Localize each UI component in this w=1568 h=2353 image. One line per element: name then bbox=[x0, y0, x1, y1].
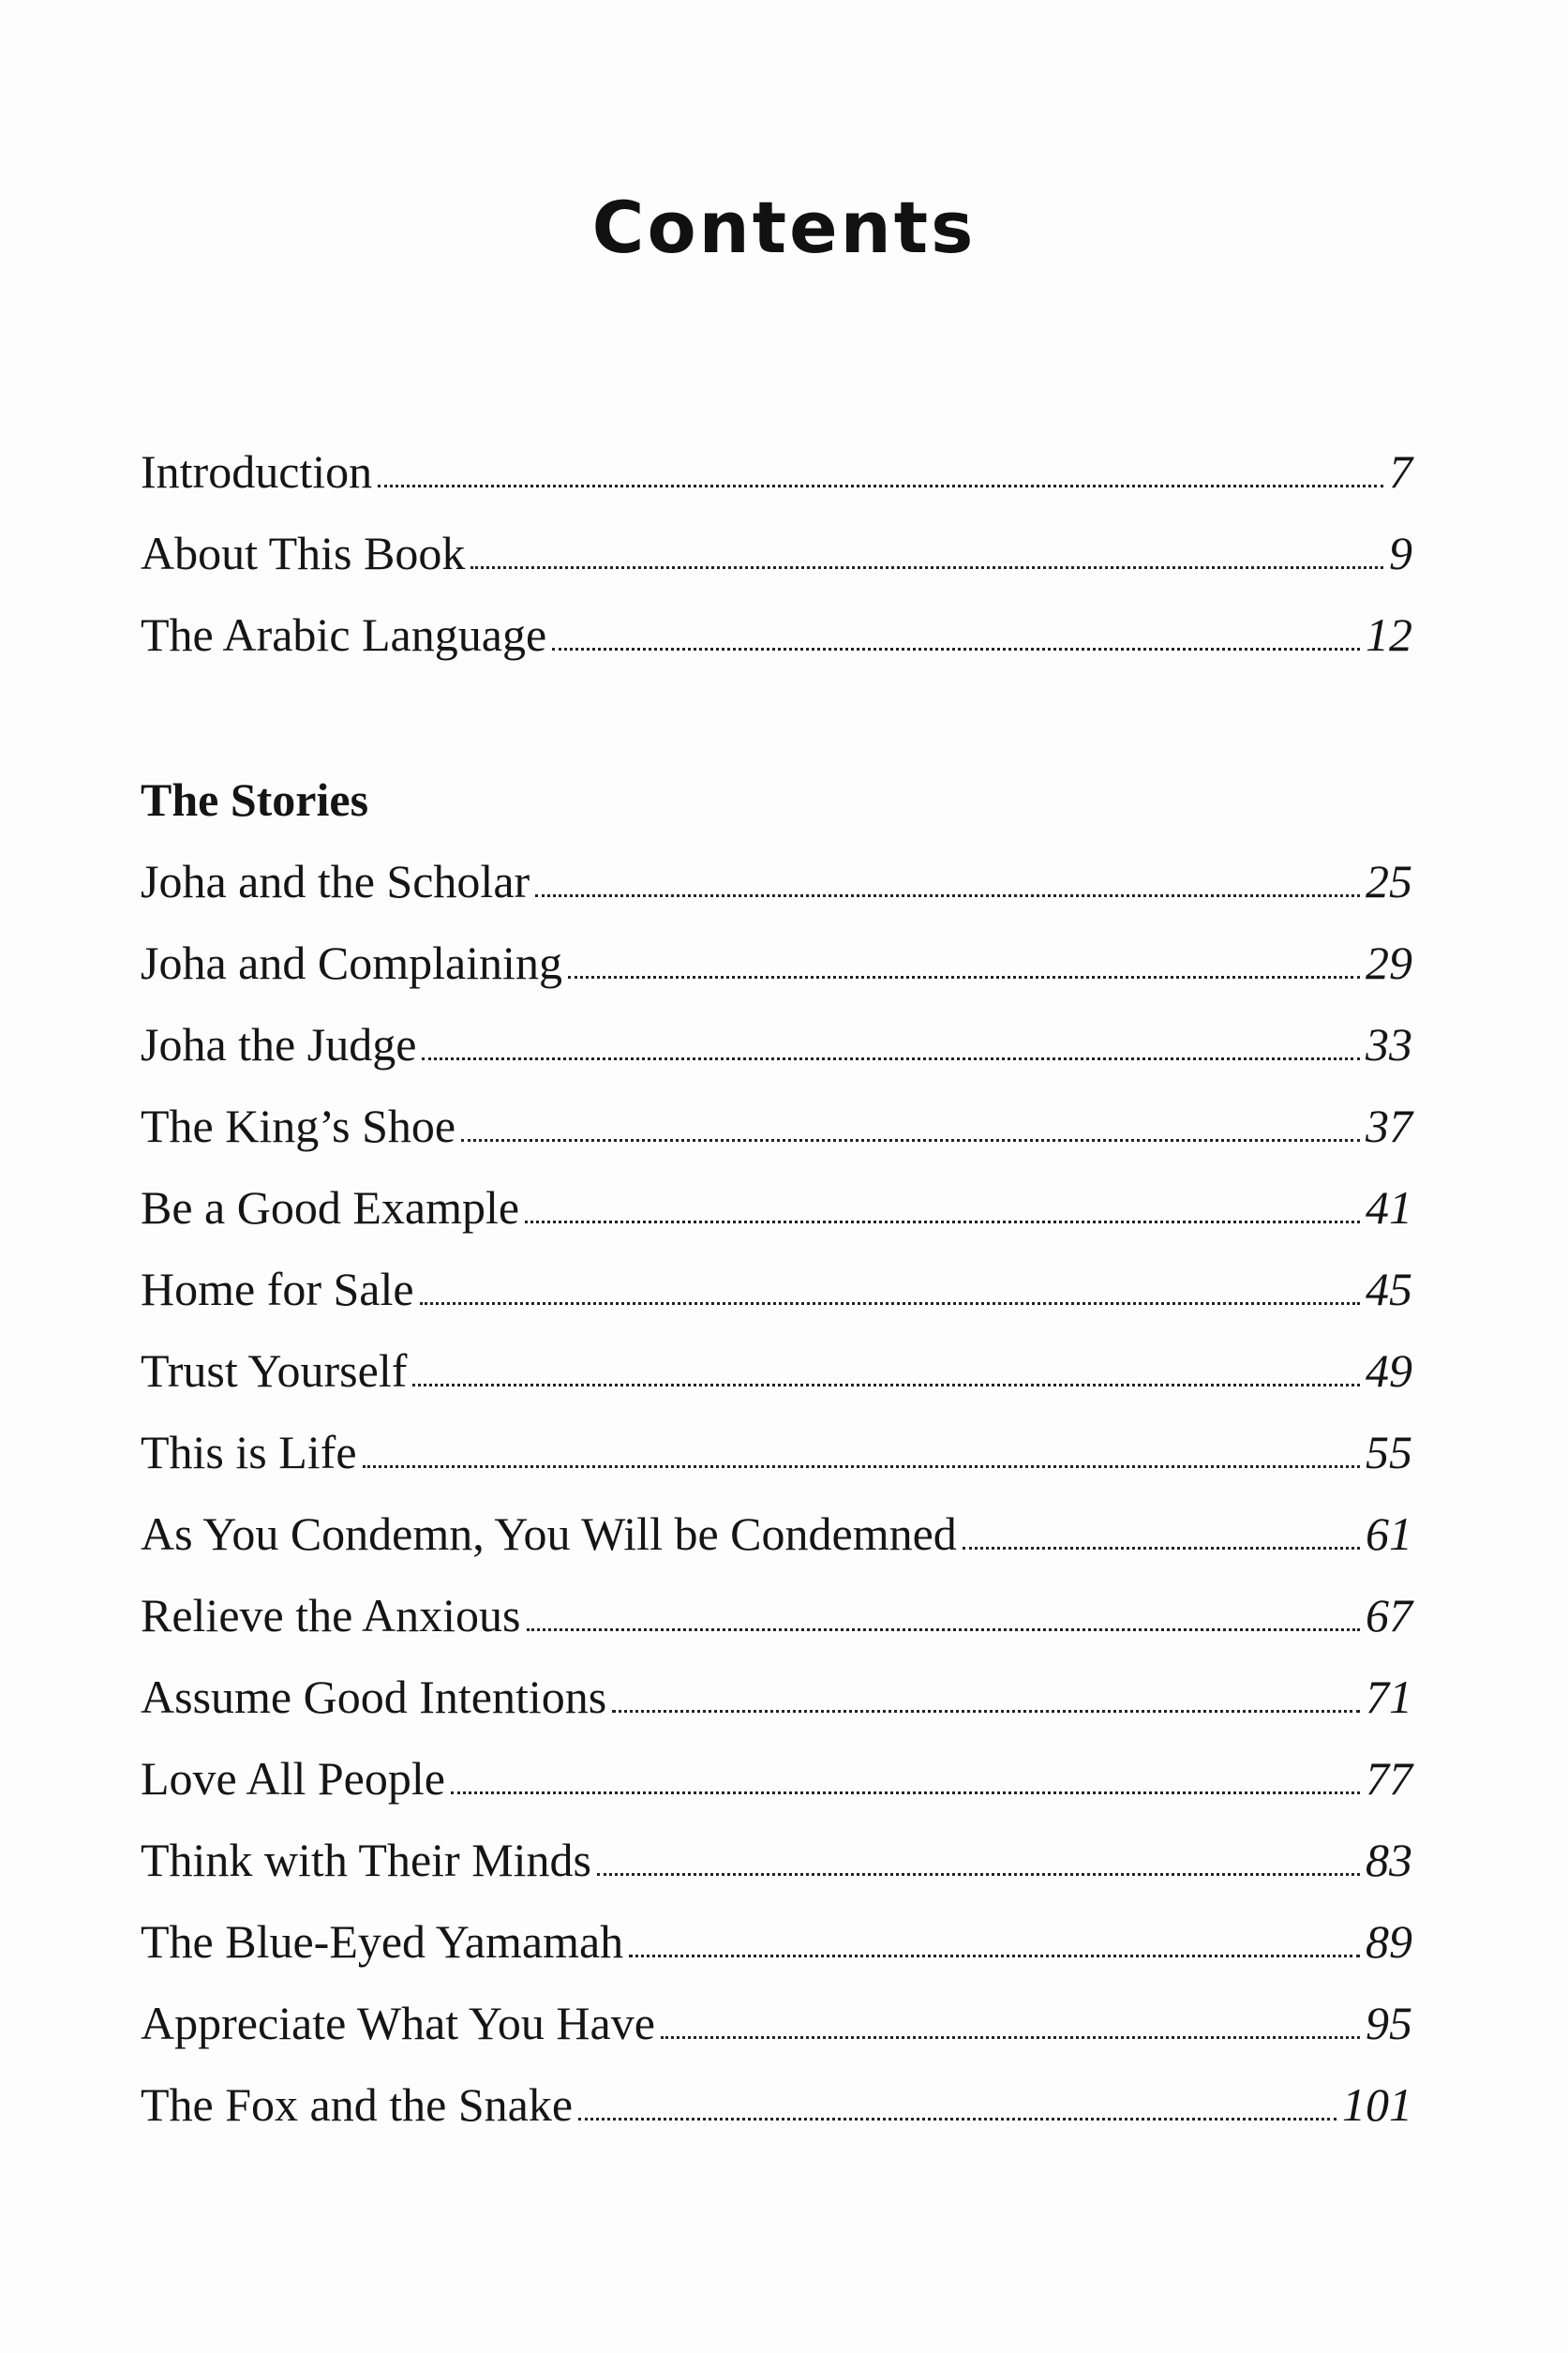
toc-entry-label: The Fox and the Snake bbox=[141, 2078, 574, 2131]
toc-entry-label: Relieve the Anxious bbox=[141, 1589, 521, 1641]
toc-entry-label: The Blue-Eyed Yamamah bbox=[141, 1915, 624, 1968]
toc-entry bbox=[141, 1656, 1412, 1738]
toc-entry-label: The Arabic Language bbox=[141, 608, 547, 661]
toc-entry bbox=[141, 513, 1412, 594]
dot-leader bbox=[527, 1628, 1361, 1631]
toc-entry bbox=[141, 1249, 1412, 1330]
dot-leader bbox=[597, 1873, 1360, 1876]
toc-entry-label: Home for Sale bbox=[141, 1263, 414, 1315]
toc-entry bbox=[141, 1086, 1412, 1167]
toc-entry-page: 37 bbox=[1366, 1100, 1412, 1152]
dot-leader bbox=[552, 648, 1360, 651]
dot-leader bbox=[422, 1057, 1360, 1060]
toc-entry-page: 101 bbox=[1342, 2078, 1412, 2131]
toc-entry-page: 29 bbox=[1366, 937, 1412, 989]
toc-entry bbox=[141, 1167, 1412, 1249]
toc-entry-label: Trust Yourself bbox=[141, 1344, 408, 1397]
toc-entry-label: Joha and the Scholar bbox=[141, 855, 530, 907]
dot-leader bbox=[470, 566, 1383, 569]
dot-leader bbox=[612, 1710, 1360, 1713]
toc-entry bbox=[141, 1330, 1412, 1412]
dot-leader bbox=[963, 1547, 1360, 1550]
toc-entry bbox=[141, 922, 1412, 1004]
toc-entry-label: Joha and Complaining bbox=[141, 937, 562, 989]
toc-entry-label: Assume Good Intentions bbox=[141, 1671, 607, 1723]
toc-entry-page: 67 bbox=[1366, 1589, 1412, 1641]
toc-entry bbox=[141, 1004, 1412, 1086]
toc-entry bbox=[141, 1575, 1412, 1656]
toc-entry bbox=[141, 594, 1412, 676]
toc-entry bbox=[141, 1493, 1412, 1575]
toc-entry bbox=[141, 1983, 1412, 2064]
toc-entry-page: 45 bbox=[1366, 1263, 1412, 1315]
dot-leader bbox=[451, 1791, 1360, 1794]
toc-entry-label: Be a Good Example bbox=[141, 1181, 520, 1234]
toc-entry-page: 77 bbox=[1366, 1752, 1412, 1805]
dot-leader bbox=[629, 1955, 1360, 1957]
toc-entry-page: 25 bbox=[1366, 855, 1412, 907]
toc-entry-page: 12 bbox=[1366, 608, 1412, 661]
dot-leader bbox=[412, 1384, 1360, 1386]
toc-entry bbox=[141, 841, 1412, 922]
toc-entry-label: About This Book bbox=[141, 527, 466, 579]
page-title: Contents bbox=[591, 186, 977, 269]
dot-leader bbox=[661, 2036, 1360, 2039]
toc-entry bbox=[141, 1820, 1412, 1901]
toc-stories bbox=[141, 759, 1412, 2146]
toc-entry bbox=[141, 2064, 1412, 2146]
toc-entry-page: 49 bbox=[1366, 1344, 1412, 1397]
toc-entry-page: 33 bbox=[1366, 1018, 1412, 1071]
toc-entry-label: Appreciate What You Have bbox=[141, 1997, 655, 2049]
toc-entry bbox=[141, 1738, 1412, 1820]
section-heading: The Stories bbox=[141, 773, 369, 826]
toc-entry-page: 61 bbox=[1366, 1507, 1412, 1560]
toc-entry-page: 95 bbox=[1366, 1997, 1412, 2049]
toc-entry bbox=[141, 1901, 1412, 1983]
toc-entry-page: 7 bbox=[1389, 445, 1412, 498]
toc-entry-page: 55 bbox=[1366, 1426, 1412, 1478]
toc-entry-label: The King’s Shoe bbox=[141, 1100, 456, 1152]
toc-entry bbox=[141, 1412, 1412, 1493]
toc-entry-page: 89 bbox=[1366, 1915, 1412, 1968]
toc-entry-label: Joha the Judge bbox=[141, 1018, 417, 1071]
toc-entry-label: Love All People bbox=[141, 1752, 445, 1805]
dot-leader bbox=[568, 976, 1360, 979]
toc-entry-page: 83 bbox=[1366, 1834, 1412, 1886]
dot-leader bbox=[535, 894, 1360, 897]
toc-front-matter bbox=[141, 431, 1412, 676]
toc-entry-page: 9 bbox=[1389, 527, 1412, 579]
dot-leader bbox=[578, 2118, 1337, 2121]
toc-entry-label: As You Condemn, You Will be Condemned bbox=[141, 1507, 957, 1560]
toc-entry-page: 41 bbox=[1366, 1181, 1412, 1234]
toc-entry-page: 71 bbox=[1366, 1671, 1412, 1723]
toc-entry-label: Introduction bbox=[141, 445, 373, 498]
dot-leader bbox=[461, 1139, 1360, 1142]
dot-leader bbox=[420, 1302, 1360, 1305]
toc-entry-label: This is Life bbox=[141, 1426, 357, 1478]
dot-leader bbox=[363, 1465, 1360, 1468]
dot-leader bbox=[525, 1221, 1360, 1223]
toc-entry bbox=[141, 431, 1412, 513]
dot-leader bbox=[378, 485, 1383, 487]
toc-entry-label: Think with Their Minds bbox=[141, 1834, 592, 1886]
